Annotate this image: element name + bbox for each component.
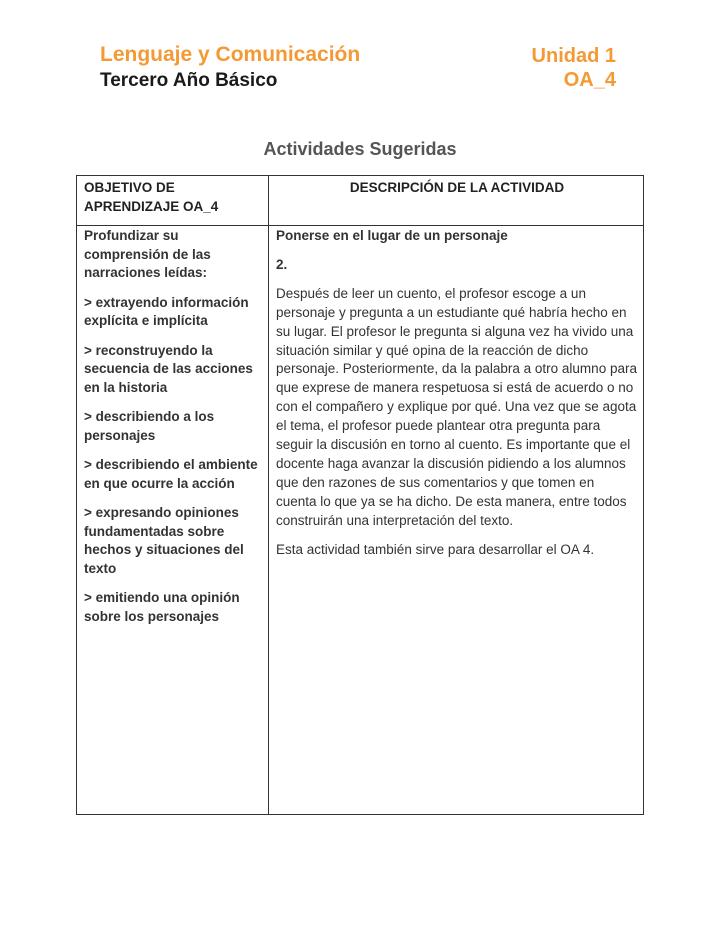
subject-title: Lenguaje y Comunicación (100, 43, 361, 66)
document-header-left (100, 42, 360, 94)
objective-item: > describiendo el ambiente en que ocurre la acción (84, 457, 258, 491)
activity-title: Ponerse en el lugar de un personaje (276, 228, 508, 243)
activity-number: 2. (276, 256, 288, 272)
objective-item: > reconstruyendo la secuencia de las acciones en la historia (84, 342, 253, 395)
objective-intro: Profundizar su comprensión de las narraciones leídas: (84, 228, 211, 280)
objective-column-header: OBJETIVO DE APRENDIZAJE OA_4 (84, 180, 219, 214)
objective-item: > emitiendo una opinión sobre los personajes (84, 590, 240, 624)
grade-title: Tercero Año Básico (100, 70, 278, 91)
activity-table (76, 175, 644, 815)
activity-cell (276, 227, 638, 560)
description-column-header: DESCRIPCIÓN DE LA ACTIVIDAD (349, 180, 565, 195)
activity-description: Después de leer un cuento, el profesor escoge a un personaje y pregunta a un estudiante qué habría hecho en su lugar. El profesor le pregunta si alguna vez ha vivido una situación similar y qué opina de la reacción de dicho personaje. Posteriormente, da la palabra a otro alumno para que exprese de manera respetuosa si está de acuerdo o no con el compañero y explique por qué. Una vez que se agota el tema, el profesor puede plantear otra pregunta para seguir la discusión en torno al cuento. Es importante que el docente haga avanzar la discusión pidiendo a los alumnos que den razones de sus comentarios y que tomen en cuenta lo que ya se ha dicho. De esta manera, entre todos construirán una interpretación del texto. (276, 285, 637, 528)
unit-title: Unidad 1 (531, 45, 616, 67)
oa-title: OA_4 (563, 69, 616, 91)
activity-note: Esta actividad también sirve para desarrollar el OA 4. (276, 541, 595, 557)
section-title: Actividades Sugeridas (263, 139, 457, 159)
objective-cell (84, 227, 264, 637)
column-divider (268, 176, 269, 814)
table-header-row (77, 176, 643, 226)
objective-item: > extrayendo información explícita e implícita (84, 294, 249, 328)
objective-item: > describiendo a los personajes (84, 409, 215, 443)
objective-item: > expresando opiniones fundamentadas sobre hechos y situaciones del texto (84, 505, 244, 576)
document-header-right (532, 44, 616, 92)
